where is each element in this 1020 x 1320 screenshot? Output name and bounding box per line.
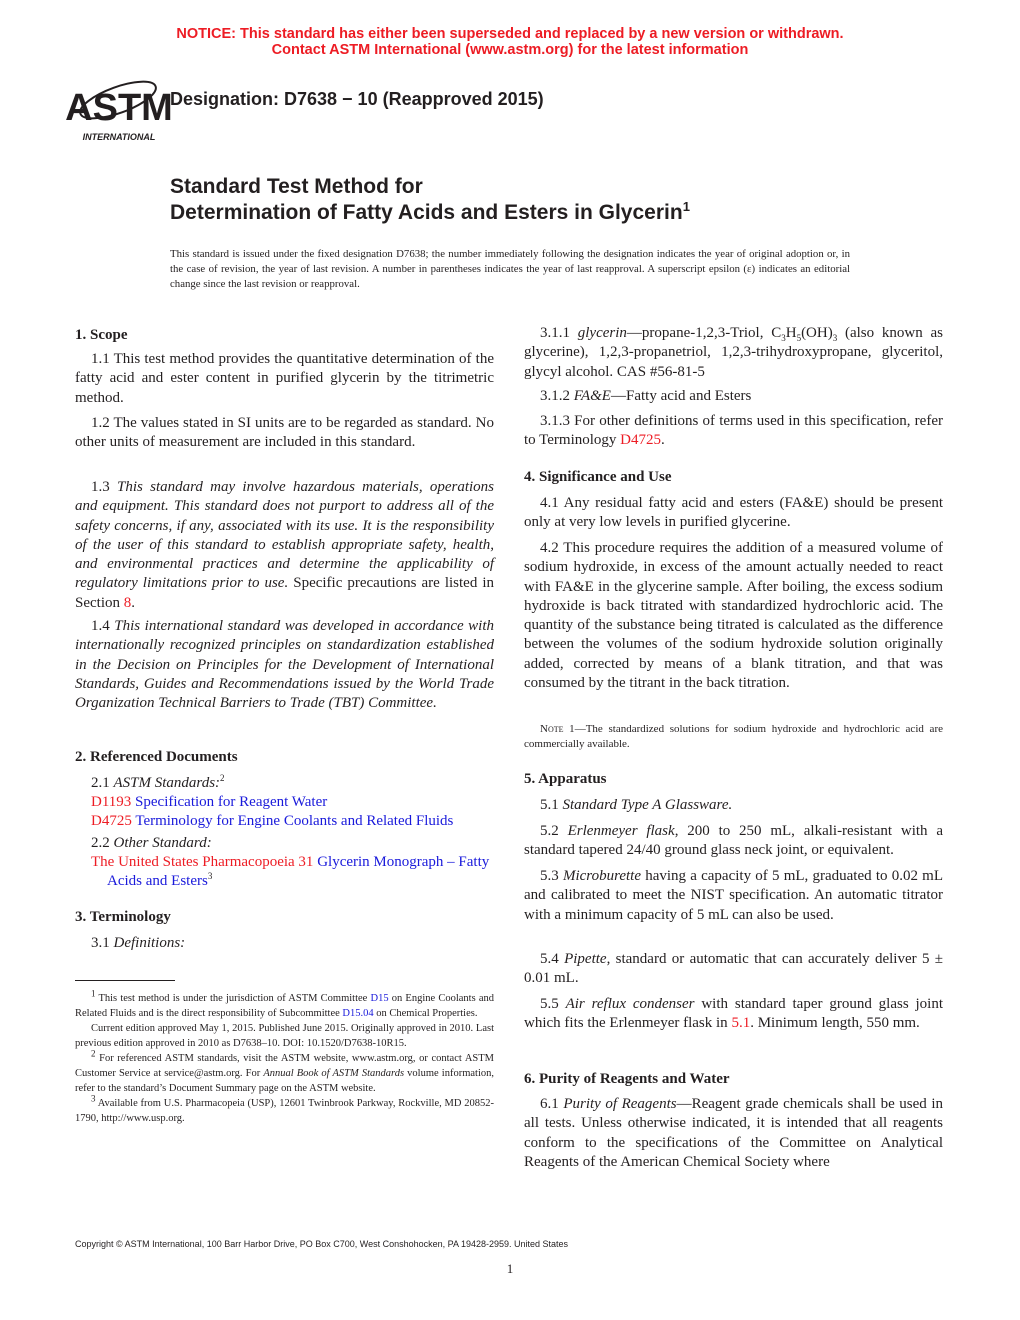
reference-item (75, 934, 510, 953)
reference-item (75, 834, 510, 853)
reference-item (75, 774, 510, 793)
text-segment: 2.2 (91, 835, 114, 851)
footnote (75, 1021, 494, 1051)
text-segment: 3.1.3 For other definitions of terms used in this specification, refer to Terminology (524, 413, 943, 449)
text-segment: 2. Referenced Documents (75, 749, 238, 765)
paragraph (75, 414, 494, 453)
paragraph (524, 324, 943, 382)
text-segment: with standard taper ground glass joint which fits the Erlenmeyer flask in (524, 996, 943, 1032)
text-segment: . (661, 432, 665, 449)
text-segment: Purity of Reagents (563, 1096, 677, 1112)
svg-text:INTERNATIONAL: INTERNATIONAL (82, 132, 156, 142)
text-segment: 6. Purity of Reagents and Water (524, 1071, 730, 1087)
paragraph (75, 617, 494, 713)
footnote-ref[interactable]: 2 (91, 1048, 96, 1059)
text-segment: Specific precautions are listed in Section (75, 575, 494, 611)
text-segment: 1. Scope (75, 327, 128, 343)
text-segment: For referenced ASTM standards, visit the ASTM website, www.astm.org, or contact ASTM Customer Service at service@astm.org. For (75, 1053, 494, 1079)
paragraph (524, 950, 943, 989)
reference-link[interactable]: Specification for Reagent Water (131, 794, 328, 810)
reference-link[interactable]: The United States Pharmacopoeia 31 (91, 854, 314, 870)
section-heading (524, 770, 943, 789)
text-segment: on Engine Coolants and Related Fluids and is the direct responsibility of Subcommittee (75, 993, 494, 1019)
text-segment: 5.2 (540, 823, 568, 839)
text-segment: (OH) (801, 325, 833, 341)
text-segment: 6.1 (540, 1096, 564, 1112)
text-segment: FA&E (573, 388, 611, 404)
reference-item (75, 853, 526, 892)
text-segment: volume information, refer to the standard’s Document Summary page on the ASTM website. (75, 1068, 494, 1094)
section-heading (75, 748, 494, 767)
reference-link[interactable]: 8 (123, 594, 132, 611)
text-segment: on Chemical Properties. (373, 1008, 478, 1019)
svg-text:ASTM: ASTM (65, 87, 173, 129)
text-segment: 3. Terminology (75, 909, 171, 925)
text-segment: Note 1 (540, 723, 575, 735)
text-segment: 3.1 (91, 935, 114, 951)
footnote (75, 1093, 494, 1126)
title-footnote-ref[interactable]: 1 (682, 199, 690, 214)
text-segment: . (131, 594, 135, 611)
text-segment: This international standard was developed in accordance with internationally recognized principles on standardization established in the Decision on Principles for the Development of International Standards, Guides and Recommendations issued by the World Trade Organization Technical Barriers to Trade (TBT) Committee. (75, 618, 494, 712)
text-segment: 5.3 (540, 868, 563, 884)
text-segment: 1.3 (91, 479, 118, 495)
text-segment: 5 (796, 333, 802, 343)
text-segment: (also known as glycerine), 1,2,3-propanetriol, 1,2,3-trihydroxypropane, glyceritol, glycyl alcohol. CAS #56-81-5 (524, 325, 943, 380)
reference-link[interactable]: Glycerin Monograph – Fatty Acids and Esters (107, 854, 490, 890)
paragraph (524, 387, 943, 406)
text-segment: ASTM Standards: (113, 775, 221, 791)
text-segment: Annual Book of ASTM Standards (263, 1068, 405, 1079)
astm-logo (65, 68, 173, 144)
paragraph (524, 822, 943, 861)
reference-link[interactable]: Terminology for Engine Coolants and Related Fluids (131, 813, 454, 829)
paragraph (524, 796, 943, 815)
section-heading (524, 1070, 943, 1089)
text-segment: —propane-1,2,3-Triol, C (626, 325, 782, 341)
issuance-statement: This standard is issued under the fixed designation D7638; the number immediately following the designation indicates the year of original adoption or, in the case of revision, the year of last revision. A number in parentheses indicates the year of last reapproval. A superscript epsilon (ε) indicates an editorial change since the last revision or reapproval. (170, 248, 850, 290)
text-segment: This test method is under the jurisdiction of ASTM Committee (95, 993, 371, 1004)
footnote-ref[interactable]: 2 (220, 773, 225, 783)
text-segment: 3 (832, 333, 838, 343)
withdrawn-notice (0, 26, 1020, 58)
text-segment: 1.1 This test method provides the quantitative determination of the fatty acid and ester content in purified glycerin by the titrimetric method. (75, 351, 494, 406)
text-segment: having a capacity of 5 mL, graduated to 0.02 mL and calibrated to meet the NIST specification. An automatic titrator with a minimum capacity of 5 mL can also be used. (524, 868, 943, 923)
reference-item (75, 793, 510, 812)
text-segment: Microburette (562, 868, 642, 884)
text-segment: 4. Significance and Use (524, 469, 672, 485)
text-segment: glycerin (577, 325, 627, 341)
reference-link[interactable]: D15 (370, 993, 389, 1004)
section-heading (75, 326, 494, 345)
paragraph (75, 478, 494, 613)
text-segment: 1.4 (91, 618, 115, 634)
paragraph (75, 350, 494, 408)
paragraph (524, 494, 943, 533)
reference-link[interactable]: 5.1 (731, 1015, 751, 1032)
paragraph (524, 995, 943, 1034)
copyright: Copyright © ASTM International, 100 Barr Harbor Drive, PO Box C700, West Conshohocken, PA 19428-2959. United States (75, 1239, 569, 1249)
text-segment: Erlenmeyer flask (567, 823, 675, 839)
text-segment: 5.5 (540, 996, 566, 1012)
footnote (75, 1048, 494, 1096)
document-title (170, 174, 690, 226)
reference-link[interactable]: D15.04 (342, 1008, 374, 1019)
section-heading (524, 468, 943, 487)
text-segment: Definitions: (113, 935, 186, 951)
section-heading (75, 908, 494, 927)
text-segment: , standard or automatic that can accurately deliver 5 ± 0.01 mL. (524, 951, 943, 987)
text-segment: 4.1 Any residual fatty acid and esters (FA&E) should be present only at very low levels in purified glycerine. (524, 495, 943, 531)
text-segment: 3 (781, 333, 786, 343)
text-segment: 2.1 (91, 775, 114, 791)
text-segment: Other Standard: (113, 835, 212, 851)
text-segment: , 200 to 250 mL, alkali-resistant with a standard tapered 24/40 ground glass neck joint, or equivalent. (524, 823, 943, 859)
reference-item (75, 812, 510, 831)
notice-line-1: NOTICE: This standard has either been superseded and replaced by a new version or withdrawn. (176, 26, 844, 42)
text-segment: —The standardized solutions for sodium hydroxide and hydrochloric acid are commercially available. (524, 723, 943, 750)
text-segment: 3.1.1 (540, 325, 578, 341)
text-segment: 5.1 (540, 797, 563, 813)
text-segment: 1.2 The values stated in SI units are to be regarded as standard. No other units of measurement are included in this standard. (75, 415, 494, 451)
text-segment: —Fatty acid and Esters (610, 388, 752, 404)
designation: Designation: D7638 − 10 (Reapproved 2015) (170, 89, 544, 109)
paragraph (524, 1095, 943, 1172)
text-segment: H (785, 325, 797, 341)
text-segment: Pipette (564, 951, 607, 967)
paragraph (524, 412, 943, 451)
text-segment: 5.4 (540, 951, 565, 967)
text-segment: This standard may involve hazardous materials, operations and equipment. This standard does not purport to address all of the safety concerns, if any, associated with its use. It is the responsibility of the user of this standard to establish appropriate safety, health, and environmental practices and determine the applicability of regulatory limitations prior to use. (75, 479, 495, 592)
reference-link[interactable]: D4725 (91, 813, 132, 829)
footnote-ref[interactable]: 3 (91, 1093, 96, 1104)
paragraph (524, 539, 943, 693)
title-line-2: Determination of Fatty Acids and Esters in Glycerin (170, 201, 683, 224)
footnote-divider (75, 980, 175, 981)
reference-link[interactable]: D1193 (91, 794, 132, 810)
footnotes (75, 988, 494, 1126)
note (524, 722, 943, 752)
page-number: 1 (506, 1261, 514, 1276)
text-segment: 4.2 This procedure requires the addition of a measured volume of sodium hydroxide, in excess of the amount actually needed to react with FA&E in the glycerine sample. After boiling, the excess sodium hydroxide is back titrated with standardized hydrochloric acid. The quantity of the substance being titrated is calculated as the difference between the volumes of the sodium hydroxide solution originally added, corrected by means of a blank titration, and that was consumed by the titrant in the back titration. (524, 540, 943, 692)
text-segment: Available from U.S. Pharmacopeia (USP), 12601 Twinbrook Parkway, Rockville, MD 20852-1790, http://www.usp.org. (75, 1098, 494, 1124)
paragraph (524, 867, 943, 925)
text-segment: 3.1.2 (540, 388, 574, 404)
title-line-1: Standard Test Method for (170, 175, 423, 198)
notice-line-2: Contact ASTM International (www.astm.org) for the latest information (271, 42, 749, 58)
text-segment: —Reagent grade chemicals shall be used in all tests. Unless otherwise indicated, it is intended that all reagents conform to the specifications of the Committee on Analytical Reagents of the American Chemical Society where (524, 1096, 943, 1170)
footnote-ref[interactable]: 1 (91, 988, 96, 999)
text-segment: . Minimum length, 550 mm. (750, 1015, 920, 1032)
footnote-ref[interactable]: 3 (207, 871, 213, 882)
text-segment: Air reflux condenser (565, 996, 695, 1012)
reference-link[interactable]: D4725 (620, 432, 662, 449)
text-segment: Current edition approved May 1, 2015. Published June 2015. Originally approved in 2010. Last previous edition approved in 2010 as D7638–10. DOI: 10.1520/D7638-10R15. (75, 1023, 494, 1049)
footnote (75, 988, 494, 1021)
text-segment: Standard Type A Glassware. (562, 797, 733, 813)
text-segment: 5. Apparatus (524, 771, 607, 787)
